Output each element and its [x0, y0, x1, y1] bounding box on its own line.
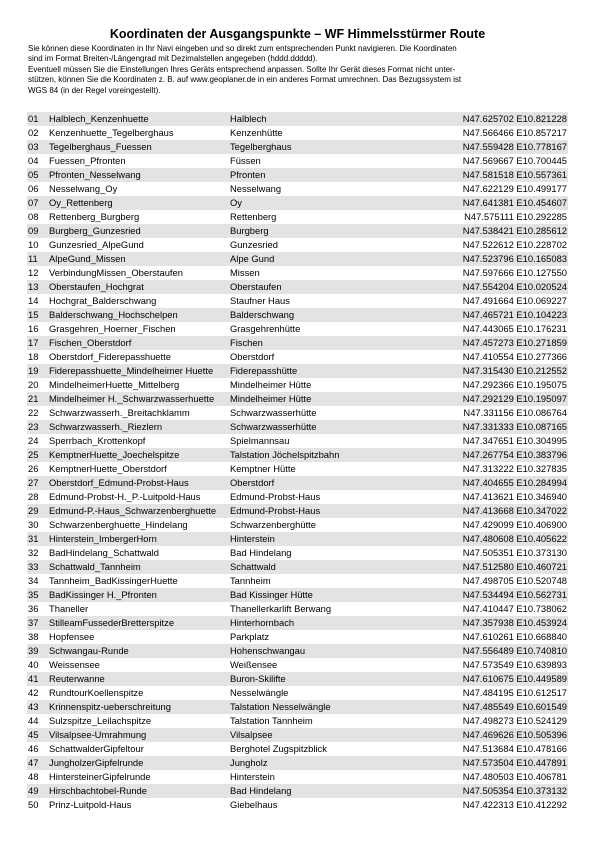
table-row	[27, 154, 568, 168]
start-location: Bad Hindelang	[230, 547, 292, 558]
row-number: 26	[28, 463, 39, 474]
start-location: Grasgehrenhütte	[230, 323, 301, 334]
table-row	[27, 196, 568, 210]
row-number: 23	[28, 421, 39, 432]
table-row	[27, 168, 568, 182]
row-number: 46	[28, 743, 39, 754]
route-id: Prinz-Luitpold-Haus	[49, 799, 132, 810]
row-number: 36	[28, 603, 39, 614]
row-number: 33	[28, 561, 39, 572]
start-location: Spielmannsau	[230, 435, 290, 446]
start-location: Mindelheimer Hütte	[230, 379, 312, 390]
coordinates: N47.410554 E10.277366	[462, 351, 567, 362]
row-number: 11	[28, 253, 38, 264]
table-row	[27, 644, 568, 658]
route-id: Halblech_Kenzenhuette	[49, 113, 149, 124]
coordinates: N47.484195 E10.612517	[462, 687, 567, 698]
start-location: Schwarzenberghütte	[230, 519, 316, 530]
start-location: Hohenschwangau	[230, 645, 306, 656]
table-row	[27, 616, 568, 630]
start-location: Parkplatz	[230, 631, 270, 642]
coordinates: N47.292129 E10.195097	[462, 393, 567, 404]
table-row	[27, 182, 568, 196]
coordinates: N47.505351 E10.373130	[462, 547, 567, 558]
coordinates: N47.331333 E10.087165	[462, 421, 567, 432]
table-row	[27, 546, 568, 560]
row-number: 07	[28, 197, 39, 208]
table-row	[27, 784, 568, 798]
coordinates: N47.569667 E10.700445	[462, 155, 567, 166]
coordinates: N47.498273 E10.524129	[462, 715, 567, 726]
row-number: 08	[28, 211, 39, 222]
route-id: BadKissinger H._Pfronten	[49, 589, 157, 600]
table-row	[27, 420, 568, 434]
table-row	[27, 434, 568, 448]
row-number: 22	[28, 407, 39, 418]
route-id: Hirschbachtobel-Runde	[49, 785, 147, 796]
table-row	[27, 378, 568, 392]
start-location: Schwarzwasserhütte	[230, 421, 317, 432]
route-id: Mindelheimer H._Schwarzwasserhuette	[49, 393, 215, 404]
coordinates: N47.573504 E10.447891	[462, 757, 567, 768]
start-location: Schattwald	[230, 561, 276, 572]
coordinates: N47.610675 E10.449589	[462, 673, 567, 684]
coordinates: N47.573549 E10.639893	[462, 659, 567, 670]
route-id: Schwarzwasserh._Breitachklamm	[49, 407, 190, 418]
row-number: 50	[28, 799, 39, 810]
start-location: Gunzesried	[230, 239, 278, 250]
table-row	[27, 294, 568, 308]
start-location: Edmund-Probst-Haus	[230, 491, 321, 502]
start-location: Thanellerkarlift Berwang	[230, 603, 332, 614]
table-row	[27, 266, 568, 280]
route-id: Fischen_Oberstdorf	[49, 337, 132, 348]
route-id: HintersteinerGipfelrunde	[49, 771, 151, 782]
table-row	[27, 770, 568, 784]
start-location: Hinterstein	[230, 771, 275, 782]
row-number: 30	[28, 519, 39, 530]
coordinates: N47.404655 E10.284994	[462, 477, 567, 488]
coordinates: N47.315430 E10.212552	[462, 365, 567, 376]
route-id: Hinterstein_ImbergerHorn	[49, 533, 157, 544]
page-title: Koordinaten der Ausgangspunkte – WF Himmelsstürmer Route	[109, 27, 486, 41]
row-number: 48	[28, 771, 39, 782]
row-number: 42	[28, 687, 39, 698]
start-location: Rettenberg	[230, 211, 277, 222]
route-id: Schattwald_Tannheim	[49, 561, 141, 572]
start-location: Oberstdorf	[230, 477, 275, 488]
coordinates: N47.413668 E10.347022	[462, 505, 567, 516]
start-location: Buron-Skilifte	[230, 673, 286, 684]
start-location: Talstation Nesselwängle	[230, 701, 331, 712]
row-number: 09	[28, 225, 39, 236]
intro-line: Sie können diese Koordinaten in Ihr Navi eingeben und so direkt zum entsprechenden Punkt navigieren. Die Koordinaten	[28, 44, 457, 53]
row-number: 32	[28, 547, 39, 558]
table-row	[27, 714, 568, 728]
table-row	[27, 140, 568, 154]
table-row	[27, 756, 568, 770]
start-location: Staufner Haus	[230, 295, 290, 306]
table-row	[27, 462, 568, 476]
table-row	[27, 406, 568, 420]
start-location: Hinterhornbach	[230, 617, 295, 628]
row-number: 17	[28, 337, 39, 348]
route-id: Vilsalpsee-Umrahmung	[49, 729, 147, 740]
route-id: BadHindelang_Schattwald	[49, 547, 159, 558]
table-row	[27, 252, 568, 266]
start-location: Hinterstein	[230, 533, 275, 544]
row-number: 16	[28, 323, 39, 334]
coordinates: N47.522612 E10.228702	[462, 239, 567, 250]
route-id: Tegelberghaus_Fuessen	[49, 141, 152, 152]
table-row	[27, 504, 568, 518]
route-id: Oberstaufen_Hochgrat	[49, 281, 144, 292]
start-location: Fiderepasshütte	[230, 365, 298, 376]
coordinates: N47.610261 E10.668840	[462, 631, 567, 642]
row-number: 25	[28, 449, 39, 460]
coordinates: N47.622129 E10.499177	[462, 183, 567, 194]
row-number: 29	[28, 505, 39, 516]
row-number: 34	[28, 575, 39, 586]
intro-line: Eventuell müssen Sie die Einstellungen Ihres Geräts entsprechend anpassen. Sollte Ihr Gerät dieses Format nicht unter-	[28, 64, 456, 74]
route-id: MindelheimerHuette_Mittelberg	[49, 379, 180, 390]
start-location: Oberstdorf	[230, 351, 275, 362]
route-id: Oy_Rettenberg	[49, 197, 113, 208]
start-location: Bad Hindelang	[230, 785, 292, 796]
coordinates: N47.512580 E10.460721	[462, 561, 567, 572]
start-location: Nesselwängle	[230, 687, 289, 698]
row-number: 14	[28, 295, 39, 306]
start-location: Vilsalpsee	[230, 729, 273, 740]
start-location: Burgberg	[230, 225, 269, 236]
row-number: 03	[28, 141, 39, 152]
start-location: Tegelberghaus	[230, 141, 292, 152]
table-row	[27, 728, 568, 742]
start-location: Kenzenhütte	[230, 127, 283, 138]
table-row	[27, 742, 568, 756]
start-location: Weißensee	[230, 659, 278, 670]
route-id: JungholzerGipfelrunde	[49, 757, 144, 768]
row-number: 37	[28, 617, 39, 628]
start-location: Alpe Gund	[230, 253, 275, 264]
route-id: KemptnerHuette_Joechelspitze	[49, 449, 180, 460]
coordinates: N47.513684 E10.478166	[462, 743, 567, 754]
coordinates: N47.313222 E10.327835	[462, 463, 567, 474]
route-id: Hochgrat_Balderschwang	[49, 295, 157, 306]
row-number: 12	[28, 267, 39, 278]
row-number: 15	[28, 309, 39, 320]
coordinates: N47.566466 E10.857217	[462, 127, 567, 138]
table-row	[27, 238, 568, 252]
start-location: Oberstaufen	[230, 281, 282, 292]
table-row	[27, 364, 568, 378]
coordinates: N47.331156 E10.086764	[463, 407, 567, 418]
route-id: Kenzenhuette_Tegelberghaus	[49, 127, 174, 138]
row-number: 18	[28, 351, 39, 362]
row-number: 45	[28, 729, 39, 740]
row-number: 06	[28, 183, 39, 194]
table-row	[27, 350, 568, 364]
start-location: Edmund-Probst-Haus	[230, 505, 321, 516]
row-number: 44	[28, 715, 39, 726]
coordinates: N47.410447 E10.738062	[462, 603, 567, 614]
start-location: Halblech	[230, 113, 267, 124]
row-number: 19	[28, 365, 39, 376]
row-number: 41	[28, 673, 39, 684]
coordinates: N47.491664 E10.069227	[462, 295, 567, 306]
coordinates-table	[27, 112, 568, 812]
route-id: Pfronten_Nesselwang	[49, 169, 141, 180]
table-row	[27, 560, 568, 574]
table-row	[27, 700, 568, 714]
route-id: Weissensee	[49, 659, 100, 670]
table-row	[27, 574, 568, 588]
coordinates: N47.534494 E10.562731	[462, 589, 567, 600]
route-id: Oberstdorf_Edmund-Probst-Haus	[49, 477, 189, 488]
start-location: Kemptner Hütte	[230, 463, 296, 474]
table-row	[27, 518, 568, 532]
intro-line: WGS 84 (in der Regel voreingestellt).	[28, 85, 161, 95]
start-location: Bad Kissinger Hütte	[230, 589, 313, 600]
row-number: 13	[28, 281, 39, 292]
coordinates: N47.480608 E10.405622	[462, 533, 567, 544]
route-id: Sulzspitze_Leilachspitze	[49, 715, 152, 726]
row-number: 31	[28, 533, 39, 544]
row-number: 02	[28, 127, 39, 138]
row-number: 47	[28, 757, 39, 768]
table-row	[27, 686, 568, 700]
start-location: Mindelheimer Hütte	[230, 393, 312, 404]
start-location: Tannheim	[230, 575, 271, 586]
route-id: KemptnerHuette_Oberstdorf	[49, 463, 167, 474]
coordinates: N47.480503 E10.406781	[462, 771, 567, 782]
table-row	[27, 532, 568, 546]
row-number: 38	[28, 631, 39, 642]
row-number: 20	[28, 379, 39, 390]
row-number: 21	[28, 393, 39, 404]
coordinates: N47.443065 E10.176231	[462, 323, 567, 334]
row-number: 10	[28, 239, 39, 250]
table-row	[27, 490, 568, 504]
table-row	[27, 322, 568, 336]
coordinates: N47.641381 E10.454607	[462, 197, 567, 208]
coordinates: N47.498705 E10.520748	[462, 575, 567, 586]
route-id: Edmund-P.-Haus_Schwarzenberghuette	[49, 505, 217, 516]
coordinates: N47.505354 E10.373132	[462, 785, 567, 796]
route-id: Fiderepasshuette_Mindelheimer Huette	[49, 365, 214, 376]
route-id: Krinnenspitz-ueberschreitung	[49, 701, 171, 712]
coordinates: N47.469626 E10.505396	[462, 729, 567, 740]
coordinates: N47.559428 E10.778167	[462, 141, 567, 152]
start-location: Giebelhaus	[230, 799, 278, 810]
start-location: Fischen	[230, 337, 263, 348]
table-row	[27, 224, 568, 238]
coordinates: N47.429099 E10.406900	[462, 519, 567, 530]
coordinates: N47.292366 E10.195075	[462, 379, 567, 390]
start-location: Schwarzwasserhütte	[230, 407, 317, 418]
row-number: 39	[28, 645, 39, 656]
row-number: 28	[28, 491, 39, 502]
start-location: Oy	[230, 197, 242, 208]
intro-text	[28, 44, 573, 96]
coordinates: N47.597666 E10.127550	[462, 267, 567, 278]
table-row	[27, 392, 568, 406]
table-row	[27, 658, 568, 672]
route-id: Fuessen_Pfronten	[49, 155, 126, 166]
route-id: Oberstdorf_Fiderepasshuette	[49, 351, 171, 362]
table-row	[27, 308, 568, 322]
table-row	[27, 336, 568, 350]
route-id: Grasgehren_Hoerner_Fischen	[49, 323, 176, 334]
route-id: Balderschwang_Hochschelpen	[49, 309, 178, 320]
route-id: Schwangau-Runde	[49, 645, 129, 656]
table-row	[27, 630, 568, 644]
start-location: Balderschwang	[230, 309, 295, 320]
table-row	[27, 588, 568, 602]
row-number: 35	[28, 589, 39, 600]
table-row	[27, 448, 568, 462]
route-id: Tannheim_BadKissingerHuette	[49, 575, 178, 586]
coordinates: N47.625702 E10.821228	[462, 113, 567, 124]
route-id: SchattwalderGipfeltour	[49, 743, 144, 754]
row-number: 40	[28, 659, 39, 670]
route-id: Gunzesried_AlpeGund	[49, 239, 144, 250]
route-id: Rettenberg_Burgberg	[49, 211, 140, 222]
intro-line: stützen, können Sie die Koordinaten z. B. auf www.geoplaner.de in ein anderes Format umrechnen. Das Bezugssystem ist	[28, 75, 462, 85]
row-number: 43	[28, 701, 39, 712]
route-id: Sperrbach_Krottenkopf	[49, 435, 146, 446]
start-location: Jungholz	[230, 757, 268, 768]
table-row	[27, 210, 568, 224]
route-id: Schwarzenberghuette_Hindelang	[49, 519, 188, 530]
table-row	[27, 126, 568, 140]
row-number: 05	[28, 169, 39, 180]
route-id: Nesselwang_Oy	[49, 183, 118, 194]
route-id: Thaneller	[49, 603, 89, 614]
route-id: Edmund-Probst-H._P.-Luitpold-Haus	[49, 491, 201, 502]
start-location: Nesselwang	[230, 183, 282, 194]
start-location: Missen	[230, 267, 260, 278]
start-location: Talstation Tannheim	[230, 715, 313, 726]
row-number: 01	[28, 113, 39, 124]
coordinates: N47.347651 E10.304995	[462, 435, 567, 446]
coordinates: N47.538421 E10.285612	[462, 225, 567, 236]
coordinates: N47.554204 E10.020524	[462, 281, 567, 292]
coordinates: N47.413621 E10.346940	[462, 491, 567, 502]
coordinates: N47.556489 E10.740810	[462, 645, 567, 656]
route-id: VerbindungMissen_Oberstaufen	[49, 267, 183, 278]
table-row	[27, 112, 568, 126]
coordinates: N47.575111 E10.292285	[464, 211, 567, 222]
coordinates: N47.485549 E10.601549	[462, 701, 567, 712]
table-row	[27, 602, 568, 616]
row-number: 27	[28, 477, 39, 488]
table-row	[27, 672, 568, 686]
start-location: Talstation Jöchelspitzbahn	[230, 449, 340, 460]
coordinates: N47.465721 E10.104223	[462, 309, 567, 320]
row-number: 49	[28, 785, 39, 796]
coordinates: N47.457273 E10.271859	[462, 337, 567, 348]
coordinates: N47.357938 E10.453924	[462, 617, 567, 628]
route-id: RundtourKoellenspitze	[49, 687, 144, 698]
route-id: Reuterwanne	[49, 673, 105, 684]
row-number: 04	[28, 155, 39, 166]
coordinates: N47.267754 E10.383796	[462, 449, 567, 460]
route-id: StilleamFussederBretterspitze	[49, 617, 175, 628]
table-row	[27, 280, 568, 294]
intro-line: sind im Format Breiten-/Längengrad mit Dezimalstellen angegeben (hddd.ddddd).	[28, 54, 318, 64]
start-location: Berghotel Zugspitzblick	[230, 743, 327, 754]
coordinates: N47.523796 E10.165083	[462, 253, 567, 264]
route-id: Hopfensee	[49, 631, 95, 642]
start-location: Füssen	[230, 155, 261, 166]
coordinates: N47.581518 E10.557361	[462, 169, 567, 180]
coordinates: N47.422313 E10.412292	[462, 799, 567, 810]
route-id: Schwarzwasserh._Riezlern	[49, 421, 163, 432]
row-number: 24	[28, 435, 39, 446]
table-row	[27, 476, 568, 490]
start-location: Pfronten	[230, 169, 266, 180]
table-row	[27, 798, 568, 812]
route-id: AlpeGund_Missen	[49, 253, 126, 264]
route-id: Burgberg_Gunzesried	[49, 225, 141, 236]
